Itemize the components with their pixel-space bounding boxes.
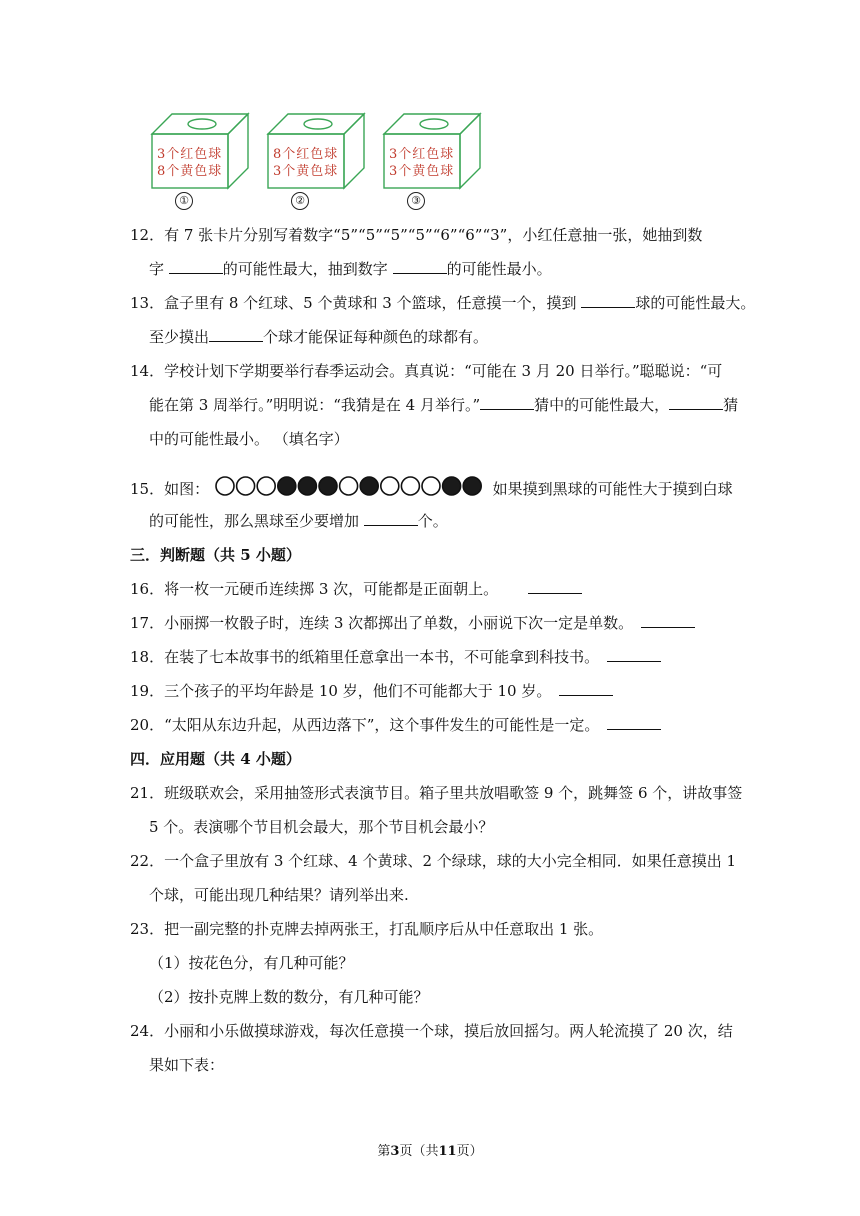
q15-line-1: 15．如图： 如果摸到黑球的可能性大于摸到白球 — [130, 477, 733, 503]
q23-sub-2: （2）按扑克牌上数的数分，有几种可能？ — [149, 988, 429, 1006]
q22-line-2: 个球，可能出现几种结果？请列举出来. — [149, 886, 409, 904]
q14-line-1: 14．学校计划下学期要举行春季运动会。真真说：“可能在 3 月 20 日举行。”聪聪说：“可 — [130, 362, 723, 380]
current-page-number: 3 — [390, 1144, 400, 1159]
q12-line-1: 12．有 7 张卡片分别写着数字“5”“5”“5”“5”“6”“6”“3”，小红任意抽一张，她抽到数 — [130, 226, 703, 244]
black-ball — [442, 477, 460, 495]
answer-blank[interactable] — [209, 327, 263, 342]
q18: 18．在装了七本故事书的纸箱里任意拿出一本书，不可能拿到科技书。 — [130, 647, 661, 667]
section-3-heading: 三．判断题（共 5 小题） — [130, 546, 301, 564]
answer-blank[interactable] — [607, 715, 661, 730]
q13-line-2: 至少摸出 个球才能保证每种颜色的球都有。 — [149, 328, 489, 346]
white-ball — [257, 477, 275, 495]
page-footer: 第3页（共11页） — [377, 1144, 483, 1159]
white-ball — [216, 477, 234, 495]
white-ball — [339, 477, 357, 495]
white-ball — [422, 477, 440, 495]
section-4-heading: 四．应用题（共 4 小题） — [130, 750, 301, 768]
q13-line-1: 13．盒子里有 8 个红球、5 个黄球和 3 个篮球，任意摸一个，摸到 球的可能性最大。 — [130, 294, 756, 312]
q21-line-2: 5 个。表演哪个节目机会最大，那个节目机会最小？ — [149, 818, 494, 836]
answer-blank[interactable] — [169, 259, 223, 274]
box-3 — [382, 112, 482, 212]
box-1-label: ① — [175, 192, 193, 210]
box-2-text: 8个红色球 3个黄色球 — [273, 147, 339, 179]
boxes-figure — [150, 112, 510, 212]
box-1 — [150, 112, 250, 212]
white-ball — [236, 477, 254, 495]
black-ball — [463, 477, 481, 495]
box-3-text: 3个红色球 3个黄色球 — [389, 147, 455, 179]
q19: 19．三个孩子的平均年龄是 10 岁，他们不可能都大于 10 岁。 — [130, 681, 613, 701]
answer-blank[interactable] — [641, 613, 695, 628]
q21-line-1: 21．班级联欢会，采用抽签形式表演节目。箱子里共放唱歌签 9 个，跳舞签 6 个，讲故事签 — [130, 784, 743, 802]
box-2 — [266, 112, 366, 212]
answer-blank[interactable] — [480, 395, 534, 410]
q20: 20．“太阳从东边升起，从西边落下”，这个事件发生的可能性是一定。 — [130, 715, 661, 735]
total-page-count: 11 — [438, 1144, 457, 1159]
answer-blank[interactable] — [528, 579, 582, 594]
q24-line-2: 果如下表： — [149, 1056, 225, 1074]
answer-blank[interactable] — [581, 293, 635, 308]
answer-blank[interactable] — [559, 681, 613, 696]
q23-sub-1: （1）按花色分，有几种可能？ — [149, 954, 354, 972]
balls-figure — [214, 473, 484, 499]
black-ball — [360, 477, 378, 495]
answer-blank[interactable] — [669, 395, 723, 410]
q22-line-1: 22．一个盒子里放有 3 个红球、4 个黄球、2 个绿球，球的大小完全相同．如果任意摸出 1 — [130, 852, 737, 870]
box-3-label: ③ — [407, 192, 425, 210]
q23-line-1: 23．把一副完整的扑克牌去掉两张王，打乱顺序后从中任意取出 1 张。 — [130, 920, 604, 938]
answer-blank[interactable] — [393, 259, 447, 274]
black-ball — [298, 477, 316, 495]
q15-line-2: 的可能性，那么黑球至少要增加 个。 — [149, 512, 448, 530]
q24-line-1: 24．小丽和小乐做摸球游戏，每次任意摸一个球，摸后放回摇匀。两人轮流摸了 20 次，结 — [130, 1022, 733, 1040]
black-ball — [319, 477, 337, 495]
q14-line-2: 能在第 3 周举行。”明明说：“我猜是在 4 月举行。” 猜中的可能性最大， 猜 — [149, 396, 739, 414]
q14-line-3: 中的可能性最小。 （填名字） — [149, 430, 349, 448]
box-2-label: ② — [291, 192, 309, 210]
q16: 16．将一枚一元硬币连续掷 3 次，可能都是正面朝上。 — [130, 579, 582, 599]
q12-line-2: 字 的可能性最大，抽到数字 的可能性最小。 — [149, 260, 552, 278]
q17: 17．小丽掷一枚骰子时，连续 3 次都掷出了单数，小丽说下次一定是单数。 — [130, 613, 695, 633]
answer-blank[interactable] — [607, 647, 661, 662]
box-1-text: 3个红色球 8个黄色球 — [157, 147, 223, 179]
answer-blank[interactable] — [364, 511, 418, 526]
white-ball — [381, 477, 399, 495]
black-ball — [278, 477, 296, 495]
white-ball — [401, 477, 419, 495]
